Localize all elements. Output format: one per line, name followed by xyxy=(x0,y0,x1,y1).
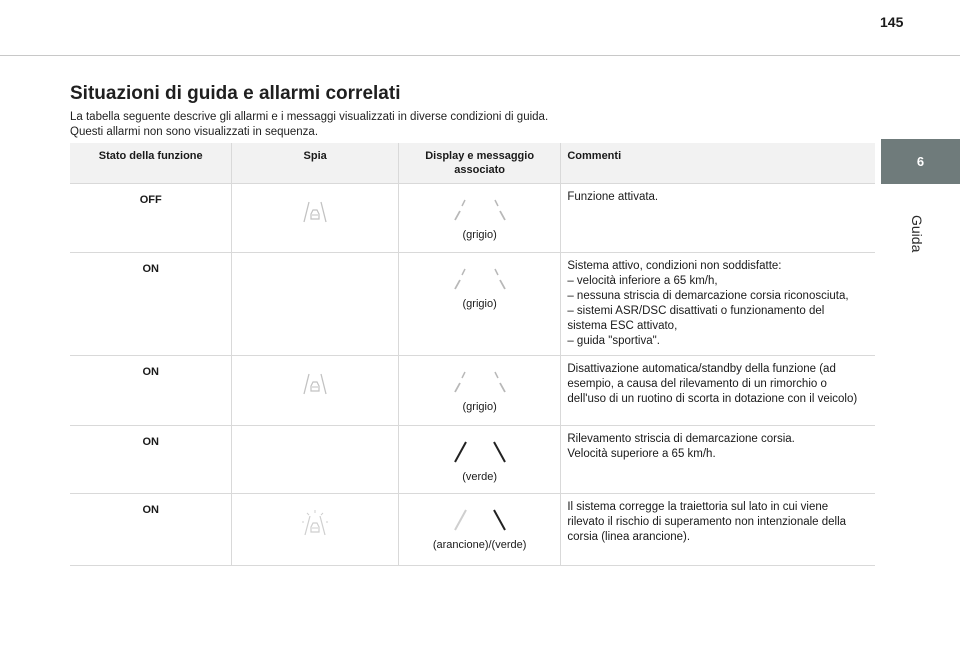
comment-cell xyxy=(561,184,875,253)
display-cell xyxy=(398,253,560,356)
spia-cell xyxy=(232,356,399,426)
display-cell xyxy=(398,426,560,494)
intro-line: La tabella seguente descrive gli allarmi e i messaggi visualizzati in diverse condizioni di guida. xyxy=(70,111,549,123)
header-divider xyxy=(0,55,960,56)
table-row xyxy=(70,494,875,566)
stato-cell: ON xyxy=(70,426,232,494)
comment-line: Rilevamento striscia di demarcazione corsia. xyxy=(567,433,795,445)
lane-departure-warning-icon xyxy=(300,372,330,398)
column-header-stato: Stato della funzione xyxy=(70,143,232,184)
comment-line: Funzione attivata. xyxy=(567,191,659,203)
comment-line: Il sistema corregge la traiettoria sul lato in cui viene xyxy=(567,501,829,513)
comment-cell xyxy=(561,356,875,426)
lane-departure-warning-icon xyxy=(300,200,330,226)
stato-cell: ON xyxy=(70,494,232,566)
column-header-display: Display e messaggio associato xyxy=(398,143,560,184)
spia-cell xyxy=(232,184,399,253)
comment-cell xyxy=(561,426,875,494)
display-color-label: (grigio) xyxy=(462,401,497,413)
comment-line: – sistemi ASR/DSC disattivati o funzionamento del xyxy=(567,305,825,317)
chapter-label: Guida xyxy=(909,215,925,253)
spia-cell xyxy=(232,253,399,356)
chapter-tab[interactable]: 6 xyxy=(881,139,960,184)
lane-departure-warning-flashing-icon xyxy=(300,510,330,538)
lane-lines-solid-green-icon xyxy=(450,440,510,466)
table-row xyxy=(70,184,875,253)
comment-line: corsia (linea arancione). xyxy=(567,531,691,543)
display-cell xyxy=(398,184,560,253)
stato-cell: ON xyxy=(70,253,232,356)
comment-cell xyxy=(561,253,875,356)
alerts-table xyxy=(70,143,875,566)
table-row xyxy=(70,253,875,356)
comment-line: Disattivazione automatica/standby della funzione (ad xyxy=(567,363,836,375)
display-cell xyxy=(398,356,560,426)
column-header-spia: Spia xyxy=(232,143,399,184)
comment-line: sistema ESC attivato, xyxy=(567,320,678,332)
comment-line: – velocità inferiore a 65 km/h, xyxy=(567,275,718,287)
spia-cell xyxy=(232,426,399,494)
table-row xyxy=(70,426,875,494)
stato-cell: OFF xyxy=(70,184,232,253)
display-color-label: (verde) xyxy=(462,471,498,483)
stato-cell: ON xyxy=(70,356,232,426)
intro-text xyxy=(70,110,548,140)
column-header-commenti: Commenti xyxy=(561,143,875,184)
display-color-label: (grigio) xyxy=(462,229,497,241)
intro-line: Questi allarmi non sono visualizzati in sequenza. xyxy=(70,126,319,138)
comment-line: esempio, a causa del rilevamento di un rimorchio o xyxy=(567,378,827,390)
lane-lines-dashed-grey-icon xyxy=(450,198,510,224)
comment-line: – nessuna striscia di demarcazione corsia riconosciuta, xyxy=(567,290,849,302)
table-header-row xyxy=(70,143,875,184)
comment-line: – guida "sportiva". xyxy=(567,335,660,347)
lane-lines-dashed-grey-icon xyxy=(450,267,510,293)
comment-line: dell'uso di un ruotino di scorta in dotazione con il veicolo) xyxy=(567,393,858,405)
display-color-label: (grigio) xyxy=(462,298,497,310)
lane-lines-orange-green-icon xyxy=(450,508,510,534)
page-number: 145 xyxy=(880,14,904,30)
comment-cell xyxy=(561,494,875,566)
page-title: Situazioni di guida e allarmi correlati xyxy=(70,83,401,104)
table-row xyxy=(70,356,875,426)
comment-line: Sistema attivo, condizioni non soddisfatte: xyxy=(567,260,782,272)
lane-lines-dashed-grey-icon xyxy=(450,370,510,396)
comment-line: Velocità superiore a 65 km/h. xyxy=(567,448,716,460)
comment-line: rilevato il rischio di superamento non intenzionale della xyxy=(567,516,847,528)
display-cell xyxy=(398,494,560,566)
spia-cell xyxy=(232,494,399,566)
display-color-label: (arancione)/(verde) xyxy=(432,539,527,551)
